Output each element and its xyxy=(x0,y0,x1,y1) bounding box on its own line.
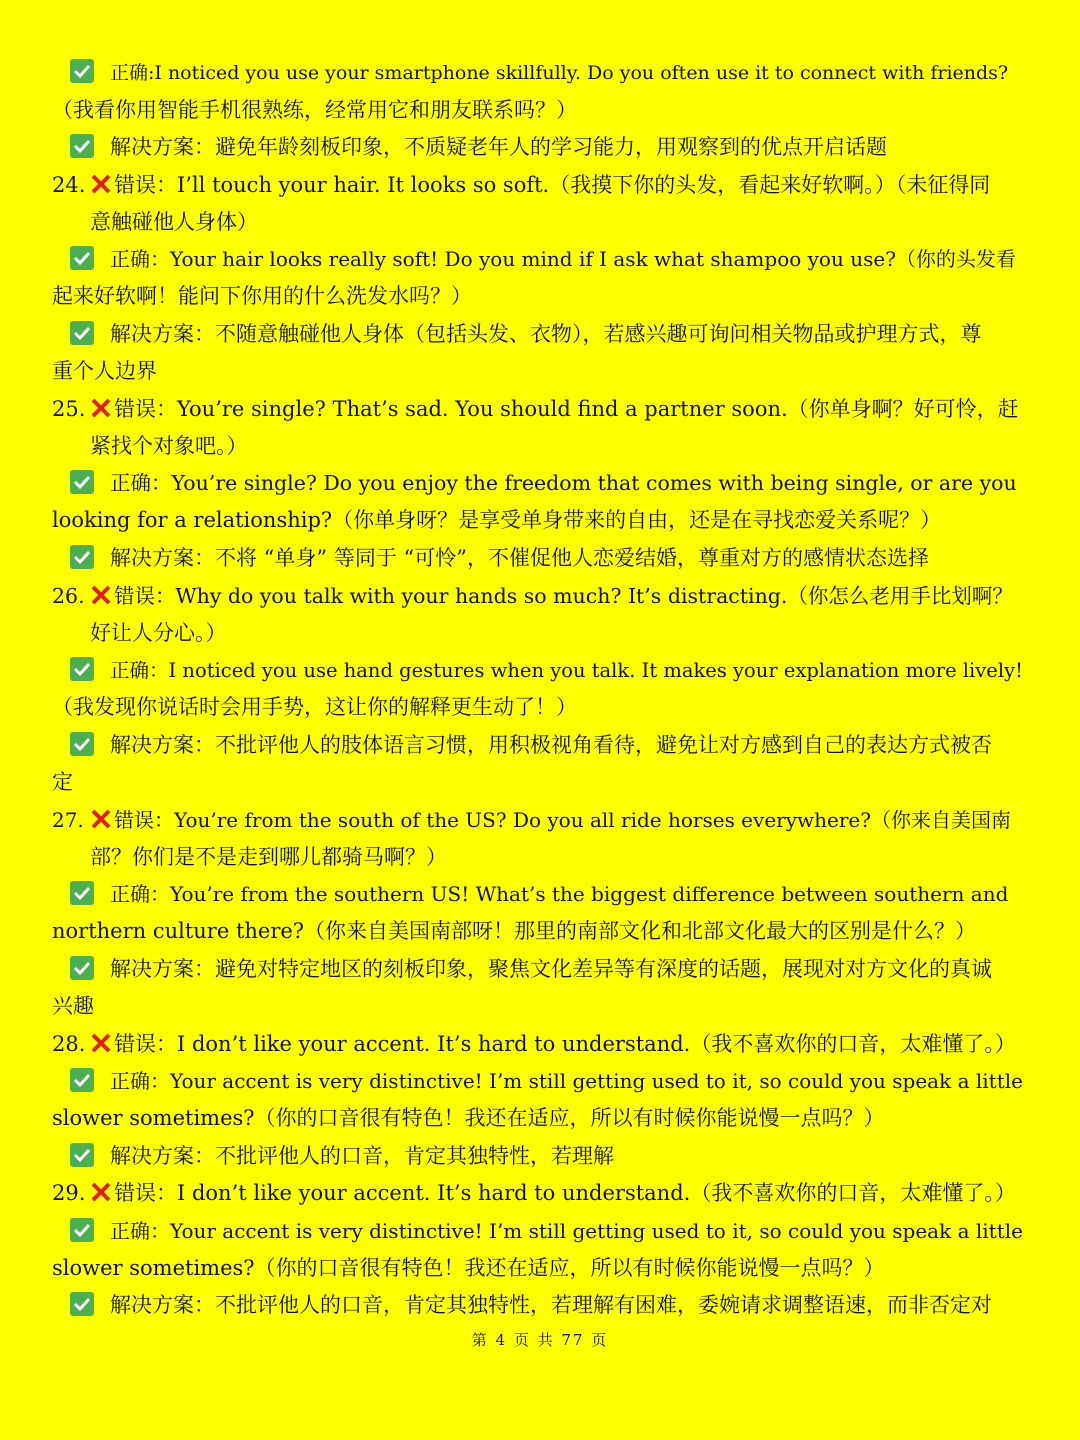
solution-line-cont: 兴趣 xyxy=(52,994,94,1018)
solution-line: 解决方案：不批评他人的口音，肯定其独特性，若理解有困难，委婉请求调整语速，而非否定对 xyxy=(70,1287,1028,1324)
check-box-icon xyxy=(70,545,94,569)
wrong-line: 26. 错误：Why do you talk with your hands so much? It’s distracting.（你怎么老用手比划啊？ xyxy=(52,578,1028,615)
solution-line: 解决方案：不将 “单身” 等同于 “可怜”，不催促他人恋爱结婚，尊重对方的感情状态选择 xyxy=(70,540,1028,577)
solution-line-cont: 定 xyxy=(52,770,73,794)
check-box-icon xyxy=(70,956,94,980)
correct-line-cont: looking for a relationship?（你单身呀？是享受单身带来的自由，还是在寻找恋爱关系呢？） xyxy=(52,508,942,532)
check-box-icon xyxy=(70,881,94,905)
solution-line-cont: 重个人边界 xyxy=(52,359,157,383)
page-footer: 第 4 页 共 77 页 xyxy=(471,1331,609,1349)
correct-line-cont: 起来好软啊！能问下你用的什么洗发水吗？） xyxy=(52,284,472,308)
check-box-icon xyxy=(70,1218,94,1242)
item-number: 28. xyxy=(52,1032,86,1056)
red-cross-icon xyxy=(90,394,112,416)
correct-line: 正确：Your hair looks really soft! Do you mind if I ask what shampoo you use?（你的头发看 xyxy=(70,241,1028,278)
wrong-line-cont: 好让人分心。） xyxy=(90,621,227,645)
correct-line: 正确：Your accent is very distinctive! I’m still getting used to it, so could you speak a little xyxy=(70,1063,1028,1100)
wrong-line: 29. 错误：I don’t like your accent. It’s hard to understand.（我不喜欢你的口音，太难懂了。） xyxy=(52,1175,1028,1212)
correct-line: 正确：I noticed you use hand gestures when you talk. It makes your explanation more lively! xyxy=(70,652,1028,689)
solution-line: 解决方案：不批评他人的肢体语言习惯，用积极视角看待，避免让对方感到自己的表达方式被否 xyxy=(70,727,1028,764)
red-cross-icon xyxy=(90,170,112,192)
item-number: 27. xyxy=(52,808,84,832)
solution-line: 解决方案：不批评他人的口音，肯定其独特性，若理解 xyxy=(70,1138,1028,1175)
correct-line: 正确：Your accent is very distinctive! I’m still getting used to it, so could you speak a little xyxy=(70,1213,1028,1250)
check-box-icon xyxy=(70,246,94,270)
item-number: 25. xyxy=(52,397,86,421)
wrong-line-cont: 紧找个对象吧。） xyxy=(90,434,248,458)
wrong-line: 24. 错误：I’ll touch your hair. It looks so soft.（我摸下你的头发，看起来好软啊。）（未征得同 xyxy=(52,167,1028,204)
check-box-icon xyxy=(70,59,94,83)
item-number: 24. xyxy=(52,173,86,197)
red-cross-icon xyxy=(90,1029,112,1051)
red-cross-icon xyxy=(90,805,112,827)
item-number: 29. xyxy=(52,1181,86,1205)
wrong-line-cont: 意触碰他人身体） xyxy=(90,210,258,234)
correct-line-cont: slower sometimes?（你的口音很有特色！我还在适应，所以有时候你能说慢一点吗？） xyxy=(52,1106,885,1130)
check-box-icon xyxy=(70,1292,94,1316)
check-box-icon xyxy=(70,1143,94,1167)
correct-line: 正确:I noticed you use your smartphone skillfully. Do you often use it to connect with friends? xyxy=(70,55,1028,92)
wrong-line-cont: 部？你们是不是走到哪儿都骑马啊？） xyxy=(90,845,447,869)
solution-line: 解决方案：避免年龄刻板印象，不质疑老年人的学习能力，用观察到的优点开启话题 xyxy=(70,129,1028,166)
correct-line: 正确：You’re single? Do you enjoy the freedom that comes with being single, or are you xyxy=(70,465,1028,502)
solution-line: 解决方案：避免对特定地区的刻板印象，聚焦文化差异等有深度的话题，展现对对方文化的真诚 xyxy=(70,951,1028,988)
red-cross-icon xyxy=(90,581,112,603)
wrong-line: 25. 错误：You’re single? That’s sad. You should find a partner soon.（你单身啊？好可怜，赶 xyxy=(52,391,1028,428)
wrong-line: 27. 错误：You’re from the south of the US? Do you all ride horses everywhere?（你来自美国南 xyxy=(52,802,1028,839)
check-box-icon xyxy=(70,657,94,681)
check-box-icon xyxy=(70,470,94,494)
correct-line: 正确：You’re from the southern US! What’s the biggest difference between southern and xyxy=(70,876,1028,913)
check-box-icon xyxy=(70,321,94,345)
item-number: 26. xyxy=(52,584,85,608)
check-box-icon xyxy=(70,732,94,756)
correct-line-cont: slower sometimes?（你的口音很有特色！我还在适应，所以有时候你能说慢一点吗？） xyxy=(52,1256,885,1280)
check-box-icon xyxy=(70,134,94,158)
translation-line: （我看你用智能手机很熟练，经常用它和朋友联系吗？） xyxy=(52,98,577,122)
check-box-icon xyxy=(70,1068,94,1092)
wrong-line: 28. 错误：I don’t like your accent. It’s hard to understand.（我不喜欢你的口音，太难懂了。） xyxy=(52,1026,1028,1063)
correct-line-cont: northern culture there?（你来自美国南部呀！那里的南部文化和北部文化最大的区别是什么？） xyxy=(52,919,977,943)
red-cross-icon xyxy=(90,1178,112,1200)
correct-line-cont: （我发现你说话时会用手势，这让你的解释更生动了！） xyxy=(52,695,577,719)
solution-line: 解决方案：不随意触碰他人身体（包括头发、衣物），若感兴趣可询问相关物品或护理方式，尊 xyxy=(70,316,1028,353)
